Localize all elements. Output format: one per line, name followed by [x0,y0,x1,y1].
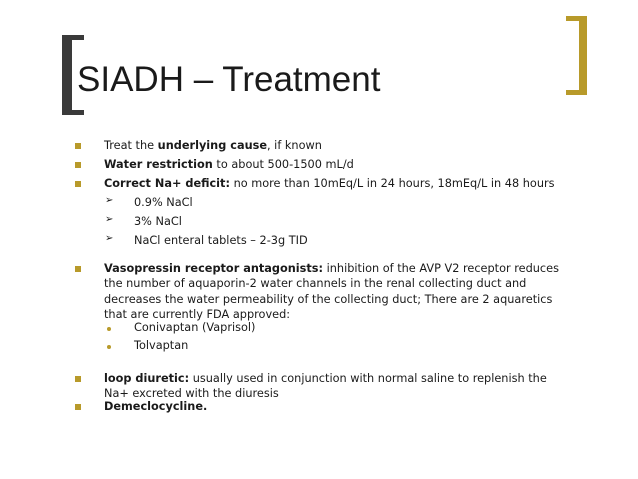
list-item: Correct Na+ deficit: no more than 10mEq/L in 24 hours, 18mEq/L in 48 hours [104,177,555,190]
list-item: Tolvaptan [134,339,189,352]
square-bullet-icon [75,376,81,382]
list-item: Demeclocycline. [104,400,208,413]
square-bullet-icon [75,162,81,168]
list-item: NaCl enteral tablets – 2-3g TID [134,234,308,247]
list-item: Vasopressin receptor antagonists: inhibition of the AVP V2 receptor reduces the number of aquaporin-2 water channels in the renal collecting duct and decreases the water permeability of the collecting duct; There are 2 aquaretics that are currently FDA approved: [104,262,559,321]
square-bullet-icon [75,143,81,149]
list-item: Conivaptan (Vaprisol) [134,321,256,334]
slide-title: SIADH – Treatment [77,60,381,99]
list-item: 3% NaCl [134,215,182,228]
dot-bullet-icon [107,345,111,349]
arrow-bullet-icon: ➢ [105,195,114,206]
list-item: Water restriction to about 500-1500 mL/d [104,158,354,171]
list-item: 0.9% NaCl [134,196,193,209]
square-bullet-icon [75,181,81,187]
list-item: loop diuretic: usually used in conjunction with normal saline to replenish the Na+ excreted with the diuresis [104,372,547,401]
square-bullet-icon [75,404,81,410]
arrow-bullet-icon: ➢ [105,214,114,225]
square-bullet-icon [75,266,81,272]
dot-bullet-icon [107,327,111,331]
list-item: Treat the underlying cause, if known [104,139,322,152]
arrow-bullet-icon: ➢ [105,233,114,244]
